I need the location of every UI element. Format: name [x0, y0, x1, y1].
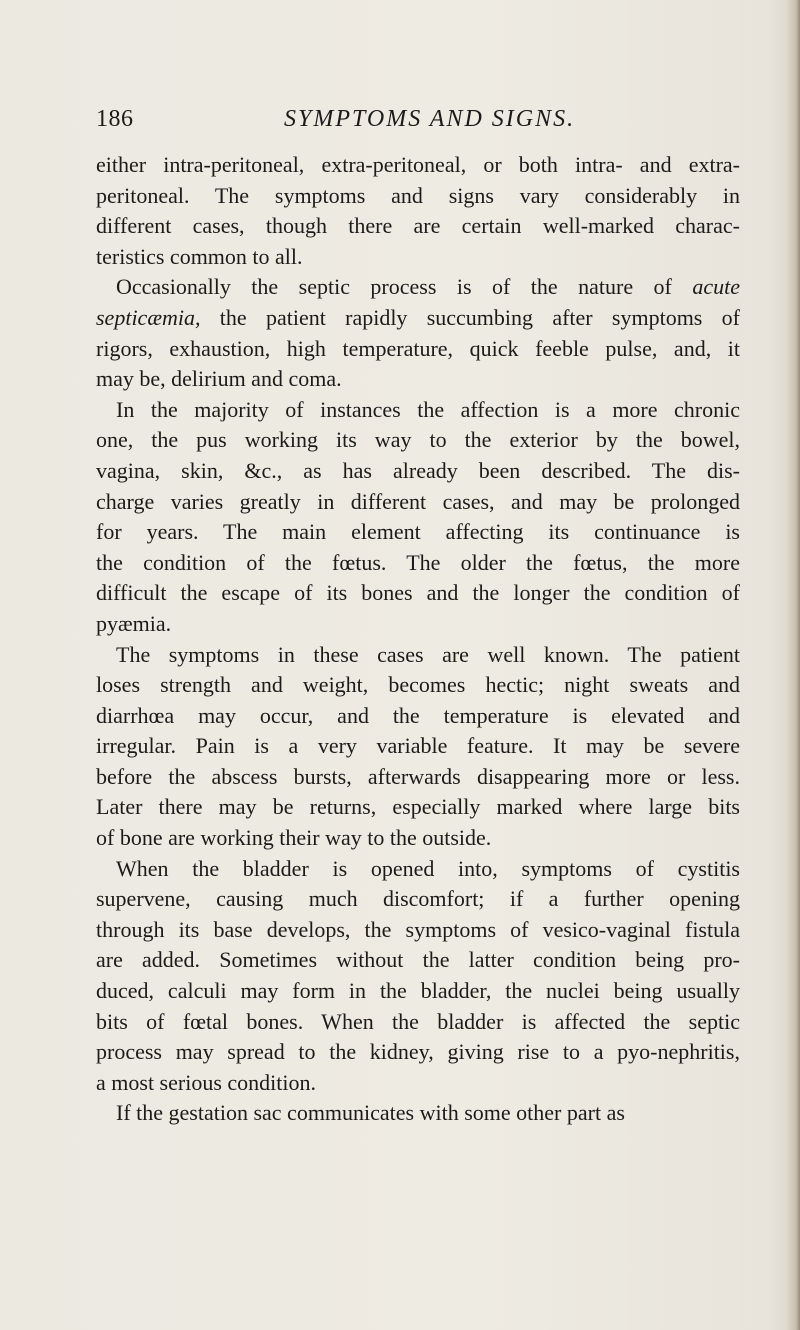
text-line: duced, calculi may form in the bladder, the nuclei being usually	[96, 978, 740, 1004]
text-line: If the gestation sac communicates with some other part as	[116, 1100, 625, 1126]
text-line: one, the pus working its way to the exterior by the bowel,	[96, 427, 740, 453]
text-line: Later there may be returns, especially marked where large bits	[96, 794, 740, 820]
text-line: irregular. Pain is a very variable feature. It may be severe	[96, 733, 740, 759]
italic-term: acute	[692, 274, 740, 300]
text-line: through its base develops, the symptoms of vesico-vaginal fistula	[96, 916, 740, 942]
text-line: before the abscess bursts, afterwards disappearing more or less.	[96, 763, 740, 789]
text-line: of bone are working their way to the outside.	[96, 825, 492, 851]
text-line: supervene, causing much discomfort; if a further opening	[96, 886, 740, 912]
text-line: vagina, skin, &c., as has already been described. The dis-	[96, 457, 740, 483]
italic-term: septicæmia,	[96, 304, 201, 330]
page-edge-shadow	[786, 0, 800, 1330]
text-line: may be, delirium and coma.	[96, 366, 342, 392]
text-line: different cases, though there are certain well-marked charac-	[96, 213, 740, 239]
text-line: Occasionally the septic process is of the nature of acute	[116, 274, 740, 300]
text-line: bits of fœtal bones. When the bladder is affected the septic	[96, 1008, 740, 1034]
text-line: are added. Sometimes without the latter condition being pro-	[96, 947, 740, 973]
text-line: diarrhœa may occur, and the temperature is elevated and	[96, 702, 740, 728]
text-line: difficult the escape of its bones and the longer the condition of	[96, 580, 740, 606]
text-line: rigors, exhaustion, high temperature, quick feeble pulse, and, it	[96, 335, 740, 361]
text-line: process may spread to the kidney, giving rise to a pyo-nephritis,	[96, 1039, 740, 1065]
text-line: When the bladder is opened into, symptoms of cystitis	[116, 855, 740, 881]
text-line: pyæmia.	[96, 610, 172, 636]
page-header	[96, 106, 736, 142]
text-line: either intra-peritoneal, extra-peritoneal, or both intra- and extra-	[96, 152, 740, 177]
text-line: for years. The main element affecting its continuance is	[96, 519, 740, 545]
text-line: the condition of the fœtus. The older the fœtus, the more	[96, 549, 740, 575]
text-line: The symptoms in these cases are well known. The patient	[116, 641, 740, 667]
text-line: loses strength and weight, becomes hectic; night sweats and	[96, 672, 740, 698]
page-number: 186	[96, 106, 134, 132]
text-line: peritoneal. The symptoms and signs vary considerably in	[96, 182, 740, 208]
text-line: teristics common to all.	[96, 243, 303, 269]
body-text	[96, 150, 740, 1129]
text-line: In the majority of instances the affection is a more chronic	[116, 396, 740, 422]
text-line: septicæmia, the patient rapidly succumbing after symptoms of	[96, 304, 740, 330]
text-line: a most serious condition.	[96, 1069, 316, 1095]
text-line: charge varies greatly in different cases, and may be prolonged	[96, 488, 740, 514]
running-title: SYMPTOMS AND SIGNS.	[284, 106, 576, 132]
